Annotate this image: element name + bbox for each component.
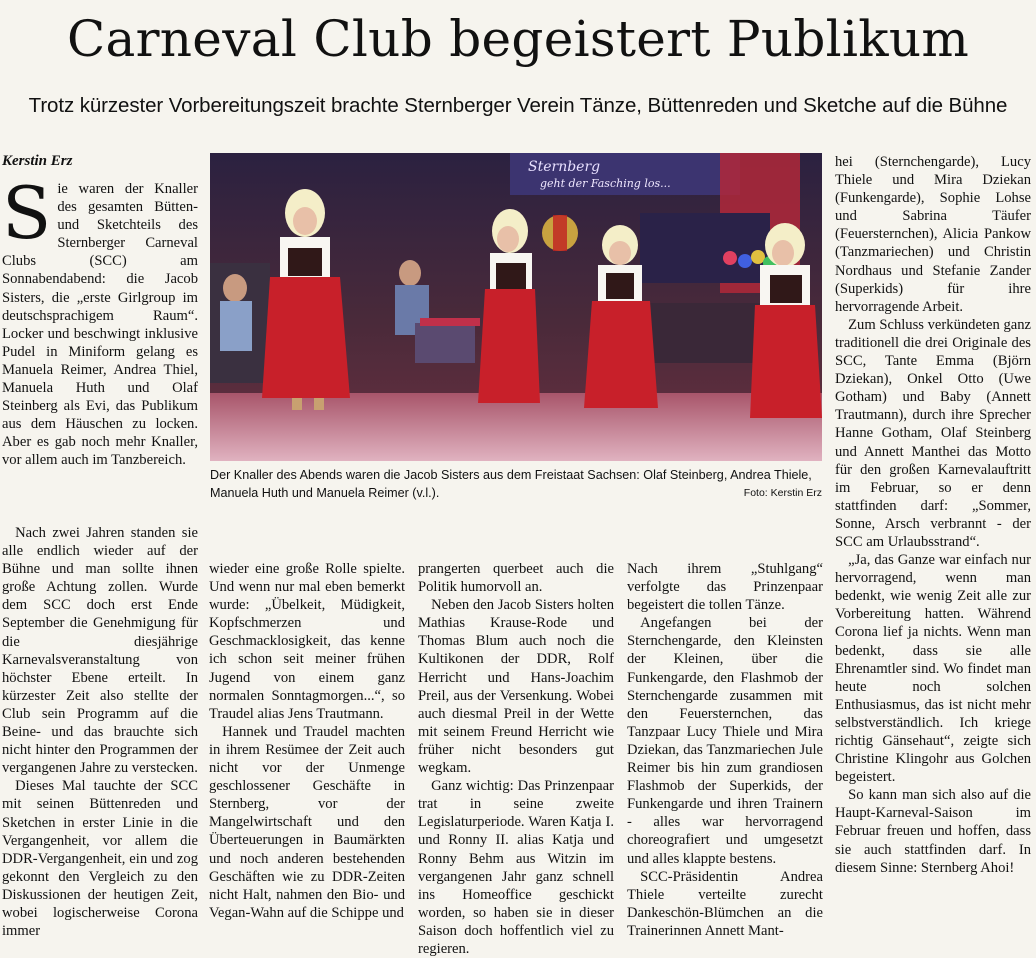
article-column-3: [418, 560, 614, 957]
article-paragraph: wieder eine große Rolle spielte. Und wenn nur mal eben bemerkt wurde: „Übelkeit, Müdigkeit, Kopfschmerzen und Geschmacklosigkeit, das kenne ich schon seit meiner frühen Jugend von einem ganz normalen Sonntagmorgen...“, so Traudel alias Jens Trautmann.: [209, 561, 405, 722]
photo-caption: [210, 466, 822, 502]
article-column-2: [209, 560, 405, 938]
article-paragraph: Nach ihrem „Stuhlgang“ verfolgte das Prinzenpaar begeistert die tollen Tänze.: [627, 561, 823, 614]
article-column-5: [835, 153, 1031, 938]
article-paragraph: Neben den Jacob Sisters holten Mathias Krause-Rode und Thomas Blum auch noch die Kultikonen der DDR, Rolf Herricht und Hans-Joachim Preil, aus der Versenkung. Wobei auch diesmal Preil in der Wette mit seinem Freund Herricht wie früher nicht besonders gut wegkam.: [418, 597, 614, 777]
author-byline: Kerstin Erz: [2, 153, 73, 169]
article-paragraph: Zum Schluss verkündeten ganz traditionell die drei Originale des SCC, Tante Emma (Björn Dziekan), Onkel Otto (Uwe Gotham) und Baby (Annett Trautmann), durch ihre Sprecher Hanne Gotham, Olaf Steinberg und Annett Manthei das Motto für den großen Karnevalauftritt im Februar, so er denn stattfinden darf: „Sommer, Sonne, Arsch verbrannt - der SCC am Urlaubsstrand“.: [835, 316, 1031, 550]
caption-text: Der Knaller des Abends waren die Jacob Sisters aus dem Freistaat Sachsen: Olaf Steinberg, Andrea Thiele, Manuela Huth und Manuela Reimer (v.l.).: [210, 468, 812, 500]
article-paragraph: SCC-Präsidentin Andrea Thiele verteilte zurecht Dankeschön-Blümchen an die Trainerinnen Annett Mant-: [627, 868, 823, 939]
photo-credit: Foto: Kerstin Erz: [743, 487, 822, 499]
article-paragraph: Ganz wichtig: Das Prinzenpaar trat in seine zweite Legislaturperiode. Waren Katja I. und Ronny II. alias Katja und Ronny Behm aus Witzin im vergangenen Jahr ganz schnell ins Homeoffice geschickt worden, so haben sie in dieser Saison doch hoffentlich viel zu regieren.: [418, 778, 614, 957]
article-paragraph: Dieses Mal tauchte der SCC mit seinen Büttenreden und Sketchen in erster Linie in die Vergangenheit, vor allem die DDR-Vergangenheit, ein und zog gekonnt den Vergleich zu den Diskussionen der heutigen Zeit, wobei logischerweise Corona immer: [2, 778, 198, 940]
article-paragraph: prangerten querbeet auch die Politik humorvoll an.: [418, 561, 614, 596]
headline: Carneval Club begeistert Publikum: [66, 10, 970, 68]
banner-text: Sternberg: [528, 159, 601, 175]
article-paragraph: „Ja, das Ganze war einfach nur hervorragend, wenn man bedenkt, wie wenig Zeit alle zur Vorbereitung hatten. Während Corona lief ja nichts. Wenn man bedenkt, dass sie alle Ehrenamtler sind. Wo findet man heute noch solchen Enthusiasmus, das ist nicht mehr selbstverständlich. Ich kriege richtig Gänsehaut“, zeigte sich Christine Klingohr aus Golchen begeistert.: [835, 552, 1031, 786]
article-photo: [210, 153, 822, 461]
drop-cap: S: [2, 171, 52, 255]
carnival-stage-photo: [210, 153, 822, 461]
article-paragraph: Angefangen bei der Sternchengarde, den Kleinsten der Kleinen, über die Funkengarde, den Flashmob der Sternchengarde zusammen mit den Feuersternchen, das Tanzpaar Lucy Thiele und Mira Dziekan, das Tanzmariechen Jule Reimer bis hin zum grandiosen Flashmob der Superkids, der Funkengarde und ihren Trainern - alles war hervorragend choreografiert und umgesetzt und alles klappte bestens.: [627, 615, 823, 867]
article-paragraph: hei (Sternchengarde), Lucy Thiele und Mira Dziekan (Funkengarde), Sophie Lohse und Sabrina Täufer (Feuersternchen), Alicia Pankow (Tanzmariechen) und Christin Nordhaus und Stefanie Zander (Superkids) für ihre hervorragende Arbeit.: [835, 154, 1031, 315]
article-column-4: [627, 560, 823, 938]
article-paragraph: Sie waren der Knaller des gesamten Bütten- und Sketchteils des Sternberger Carneval Clubs (SCC) am Sonnabendabend: die Jacob Sisters, die „erste Girlgroup im deutschsprachigem Raum“. Locker und beschwingt inklusive Pudel in Miniform gelang es Manuela Reimer, Andrea Thiel, Manuela Huth und Olaf Steinberg als Evi, das Publikum aus dem Häuschen zu locken. Aber es gab noch mehr Knaller, vor allem auch im Tanzbereich.: [2, 171, 198, 469]
article-column-1-bottom: [2, 524, 198, 938]
article-paragraph: Nach zwei Jahren standen sie alle endlich wieder auf der Bühne und man sollte ihnen große Achtung zollen. Wurde dem SCC doch erst Ende September die Genehmigung für die diesjährige Karnevalsveranstaltung von höchster Ebene erteilt. In kürzester Zeit also stellte der Club sein Programm auf die Beine- und das brauchte sich nicht hinter den Programmen der vergangenen Jahre zu verstecken.: [2, 525, 198, 777]
subheadline: Trotz kürzester Vorbereitungszeit brachte Sternberger Verein Tänze, Büttenreden und Sketche auf die Bühne: [28, 94, 1008, 117]
article-paragraph: Hannek und Traudel machten in ihrem Resümee der Zeit auch nicht vor der Unmenge geschlossener Geschäfte in Sternberg, vor der Mangelwirtschaft und den Überteuerungen in Baumärkten und noch anderen bestehenden Geschäften wie zu DDR-Zeiten nicht Halt, nahmen den Bio- und Vegan-Wahn auf die Schippe und: [209, 723, 405, 921]
banner-subtext: geht der Fasching los...: [540, 177, 671, 190]
article-column-1-top: [2, 171, 198, 520]
article-paragraph: So kann man sich also auf die Haupt-Karneval-Saison im Februar freuen und hoffen, dass sie auch stattfinden darf. In diesem Sinne: Sternberg Ahoi!: [835, 787, 1031, 876]
